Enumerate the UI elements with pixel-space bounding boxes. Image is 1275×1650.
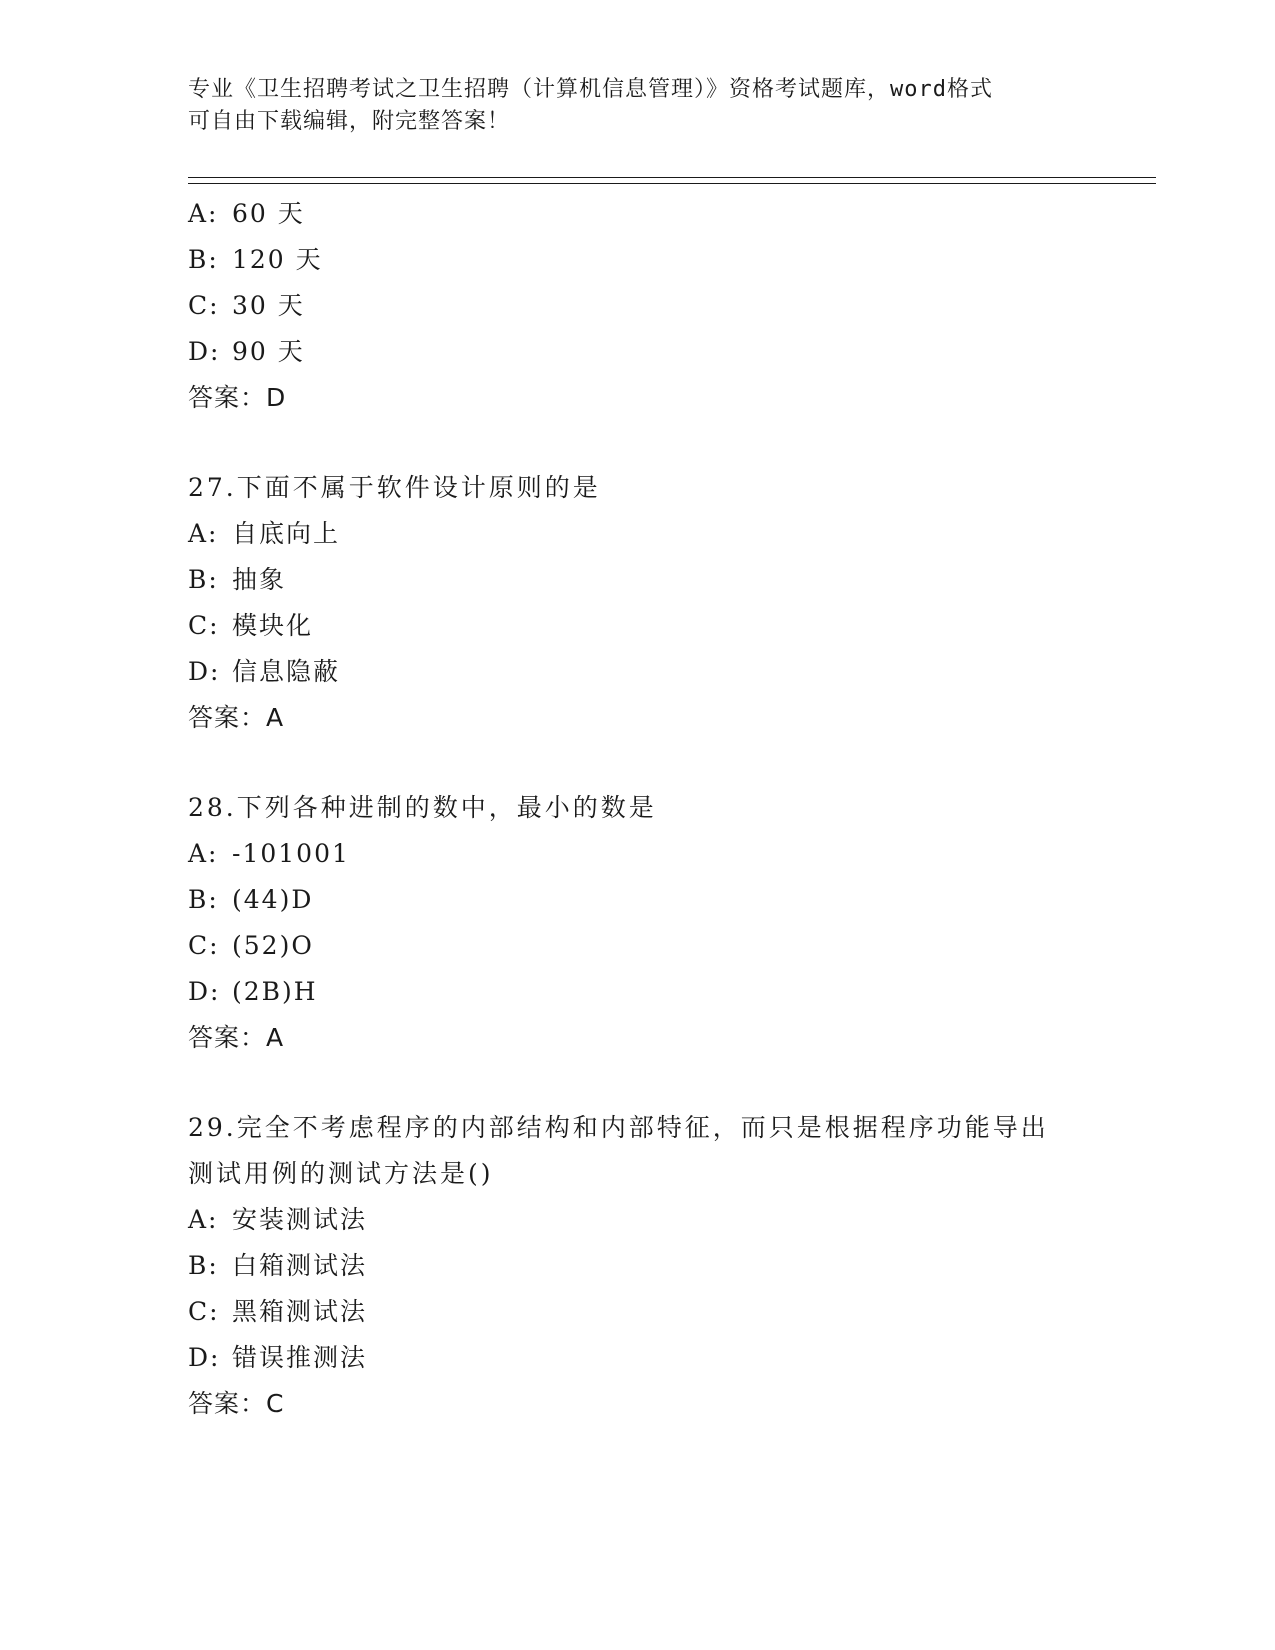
question-28 — [188, 785, 1088, 1061]
option-c — [188, 603, 1088, 649]
question-list — [188, 191, 1088, 1427]
option-a — [188, 1197, 1088, 1243]
option-a — [188, 191, 1088, 237]
option-label: D: — [188, 657, 221, 686]
option-label: D: — [188, 977, 221, 1006]
option-d — [188, 649, 1088, 695]
option-text: 错误推测法 — [232, 1343, 368, 1372]
option-label: A: — [188, 1205, 219, 1234]
header-divider-bottom — [188, 183, 1156, 184]
answer-line: 答案：D — [188, 383, 287, 412]
option-text: 抽象 — [232, 565, 287, 594]
option-label: C: — [188, 931, 220, 960]
option-text: 黑箱测试法 — [232, 1297, 368, 1326]
option-b — [188, 237, 1088, 283]
option-text: (44)D — [232, 885, 314, 914]
option-label: B: — [188, 245, 219, 274]
option-text: 自底向上 — [232, 519, 341, 548]
option-text: (2B)H — [232, 977, 318, 1006]
option-d — [188, 969, 1088, 1015]
option-label: C: — [188, 1297, 220, 1326]
question-27 — [188, 465, 1088, 741]
option-label: D: — [188, 337, 221, 366]
header-divider-top — [188, 177, 1156, 178]
question-title: 28.下列各种进制的数中，最小的数是 — [188, 793, 657, 822]
option-a — [188, 831, 1088, 877]
option-label: A: — [188, 199, 219, 228]
spacer — [188, 1061, 1088, 1105]
option-b — [188, 877, 1088, 923]
question-title-line-1: 29.完全不考虑程序的内部结构和内部特征，而只是根据程序功能导出 — [188, 1113, 1049, 1142]
option-label: C: — [188, 291, 220, 320]
option-label: B: — [188, 1251, 219, 1280]
option-c — [188, 1289, 1088, 1335]
document-header — [188, 74, 1068, 138]
question-26 — [188, 191, 1088, 421]
option-c — [188, 283, 1088, 329]
option-c — [188, 923, 1088, 969]
option-text: -101001 — [232, 839, 350, 868]
answer-line: 答案：A — [188, 1023, 285, 1052]
option-text: 白箱测试法 — [232, 1251, 368, 1280]
option-text: 信息隐蔽 — [232, 657, 341, 686]
option-label: A: — [188, 519, 219, 548]
option-text: 90 天 — [232, 337, 305, 366]
option-text: 安装测试法 — [232, 1205, 368, 1234]
option-b — [188, 1243, 1088, 1289]
option-label: B: — [188, 885, 219, 914]
option-a — [188, 511, 1088, 557]
option-label: A: — [188, 839, 219, 868]
answer-line: 答案：A — [188, 703, 285, 732]
option-label: C: — [188, 611, 220, 640]
question-title-line-2: 测试用例的测试方法是() — [188, 1159, 494, 1188]
option-label: B: — [188, 565, 219, 594]
answer-line: 答案：C — [188, 1389, 285, 1418]
option-b — [188, 557, 1088, 603]
question-title: 27.下面不属于软件设计原则的是 — [188, 473, 601, 502]
option-text: 模块化 — [232, 611, 314, 640]
header-line-1: 专业《卫生招聘考试之卫生招聘（计算机信息管理）》资格考试题库，word格式 — [188, 77, 993, 102]
question-29 — [188, 1105, 1088, 1427]
spacer — [188, 741, 1088, 785]
option-label: D: — [188, 1343, 221, 1372]
option-d — [188, 329, 1088, 375]
option-text: (52)O — [232, 931, 314, 960]
option-text: 120 天 — [232, 245, 323, 274]
option-text: 60 天 — [232, 199, 305, 228]
option-text: 30 天 — [232, 291, 305, 320]
spacer — [188, 421, 1088, 465]
header-line-2: 可自由下载编辑，附完整答案！ — [188, 109, 511, 134]
option-d — [188, 1335, 1088, 1381]
